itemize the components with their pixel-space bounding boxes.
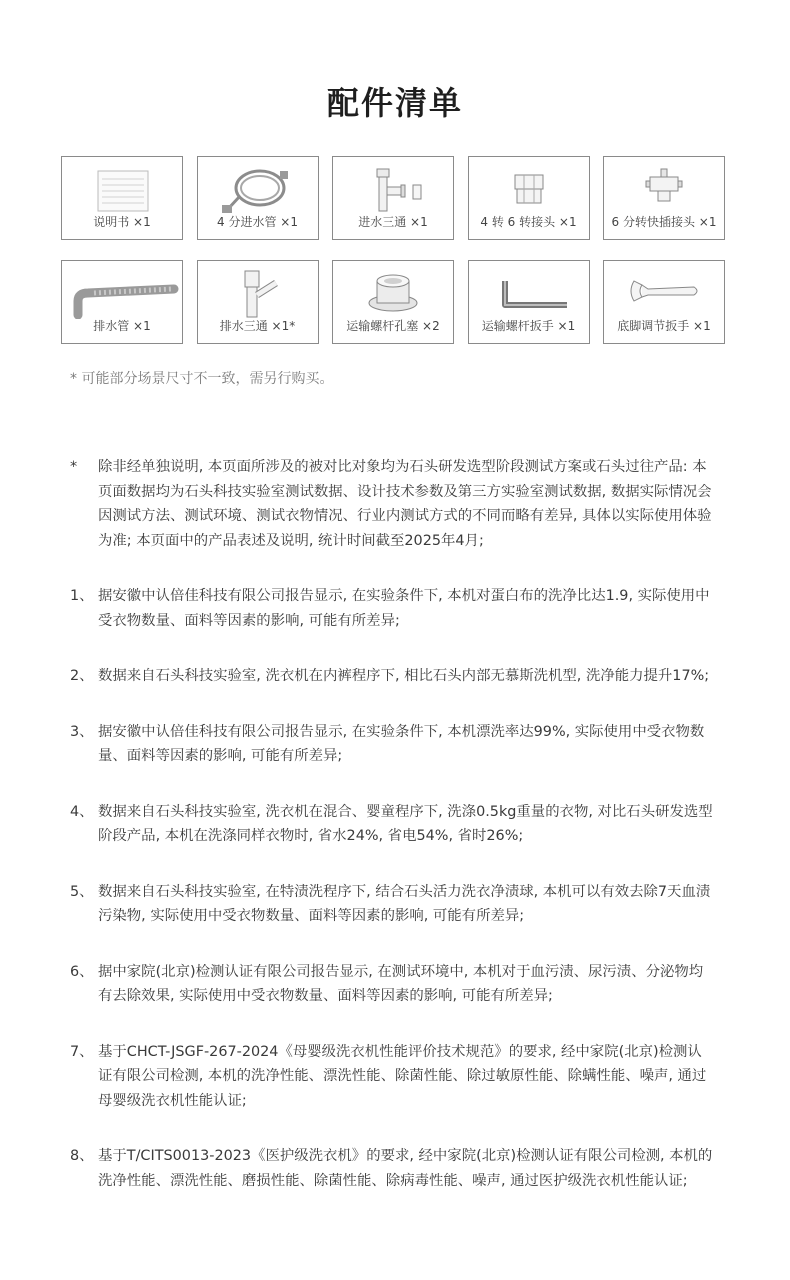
- purchase-note: * 可能部分场景尺寸不一致，需另行购买。: [70, 371, 334, 387]
- disclaimer-marker: 2、: [70, 668, 94, 684]
- accessory-label: 底脚调节扳手 ×1: [617, 319, 711, 333]
- disclaimer-marker: 4、: [70, 803, 94, 820]
- accessory-card-quick-connector: [603, 156, 725, 240]
- disclaimer-text: 数据来自石头科技实验室, 洗衣机在内裤程序下, 相比石头内部无慕斯洗机型, 洗净能力提升17%;: [98, 668, 710, 684]
- disclaimer-marker: 1、: [70, 588, 94, 604]
- inlet-hose-icon: [198, 163, 318, 215]
- accessory-label: 说明书 ×1: [93, 215, 151, 229]
- page-title: 配件清单: [326, 84, 463, 122]
- disclaimer-text: 数据来自石头科技实验室, 洗衣机在混合、婴童程序下, 洗涤0.5kg重量的衣物, 对比石头研发选型阶段产品, 本机在洗涤同样衣物时, 省水24%, 省电54%, 省时26%;: [98, 803, 713, 844]
- accessory-row: [61, 260, 725, 344]
- accessory-card-hex-wrench: [468, 260, 590, 344]
- accessory-label: 6 分转快插接头 ×1: [611, 215, 717, 229]
- disclaimer-item: [70, 880, 720, 929]
- accessory-label: 排水管 ×1: [93, 319, 151, 333]
- accessory-label: 运输螺杆孔塞 ×2: [346, 319, 440, 333]
- disclaimer-marker: 7、: [70, 1043, 94, 1060]
- accessory-card-adapter: [468, 156, 590, 240]
- accessory-label: 4 转 6 转接头 ×1: [480, 215, 577, 229]
- accessory-label: 运输螺杆扳手 ×1: [481, 319, 576, 333]
- disclaimer-marker: 3、: [70, 723, 94, 740]
- accessory-card-inlet-hose: [197, 156, 319, 240]
- disclaimer-item: [70, 1040, 720, 1114]
- drain-hose-icon: [62, 267, 182, 319]
- disclaimer-item: [70, 664, 720, 689]
- accessory-card-manual: [61, 156, 183, 240]
- disclaimer-text: 基于T/CITS0013-2023《医护级洗衣机》的要求, 经中家院(北京)检测认证有限公司检测, 本机的洗净性能、漂洗性能、磨损性能、除菌性能、除病毒性能、噪声, 通过医护级洗衣机性能认证;: [98, 1148, 713, 1189]
- quick-connector-icon: [604, 163, 724, 215]
- disclaimer-text: 据安徽中认倍佳科技有限公司报告显示, 在实验条件下, 本机漂洗率达99%, 实际使用中受衣物数量、面料等因素的影响, 可能有所差异;: [98, 723, 705, 764]
- hex-wrench-icon: [469, 267, 589, 319]
- accessory-grid: [61, 156, 725, 364]
- accessory-card-foot-wrench: [603, 260, 725, 344]
- manual-icon: [62, 163, 182, 215]
- disclaimer-item: [70, 720, 720, 769]
- accessory-label: 进水三通 ×1: [358, 215, 428, 229]
- bolt-plug-icon: [333, 267, 453, 319]
- disclaimer-item: [70, 455, 720, 553]
- disclaimer-item: [70, 960, 720, 1009]
- disclaimer-list: [70, 455, 720, 1193]
- disclaimer-text: 据中家院(北京)检测认证有限公司报告显示, 在测试环境中, 本机对于血污渍、尿污渍、分泌物均有去除效果, 实际使用中受衣物数量、面料等因素的影响, 可能有所差异;: [98, 963, 704, 1004]
- disclaimer-marker: 8、: [70, 1148, 94, 1164]
- disclaimer-item: [70, 584, 720, 633]
- accessory-card-drain-hose: [61, 260, 183, 344]
- disclaimer-text: 数据来自石头科技实验室, 在特渍洗程序下, 结合石头活力洗衣净渍球, 本机可以有效去除7天血渍污染物, 实际使用中受衣物数量、面料等因素的影响, 可能有所差异;: [98, 883, 711, 924]
- accessory-card-inlet-tee: [332, 156, 454, 240]
- disclaimer-text: 基于CHCT-JSGF-267-2024《母婴级洗衣机性能评价技术规范》的要求, 经中家院(北京)检测认证有限公司检测, 本机的洗净性能、漂洗性能、除菌性能、除过敏原性能、除螨性能、噪声, 通过母婴级洗衣机性能认证;: [98, 1043, 707, 1109]
- disclaimer-text: 据安徽中认倍佳科技有限公司报告显示, 在实验条件下, 本机对蛋白布的洗净比达1.9, 实际使用中受衣物数量、面料等因素的影响, 可能有所差异;: [98, 588, 710, 629]
- disclaimer-marker: 5、: [70, 883, 94, 900]
- accessory-card-bolt-plug: [332, 260, 454, 344]
- accessory-card-drain-tee: [197, 260, 319, 344]
- inlet-tee-icon: [333, 163, 453, 215]
- accessory-label: 4 分进水管 ×1: [217, 215, 298, 229]
- drain-tee-icon: [198, 267, 318, 319]
- adapter-icon: [469, 163, 589, 215]
- disclaimer-marker: *: [70, 459, 78, 475]
- accessory-label: 排水三通 ×1*: [219, 319, 296, 333]
- disclaimer-item: [70, 1144, 720, 1193]
- disclaimer-text: 除非经单独说明, 本页面所涉及的被对比对象均为石头研发选型阶段测试方案或石头过往产品: 本页面数据均为石头科技实验室测试数据、设计技术参数及第三方实验室测试数据, 数据实际情况会因测试方法、测试环境、测试衣物情况、行业内测试方式的不同而略有差异, 具体以实际使用体验为准; 本页面中的产品表述及说明, 统计时间截至2025年4月;: [98, 459, 712, 549]
- foot-wrench-icon: [604, 267, 724, 319]
- disclaimer-item: [70, 800, 720, 849]
- disclaimer-marker: 6、: [70, 963, 94, 980]
- accessory-row: [61, 156, 725, 240]
